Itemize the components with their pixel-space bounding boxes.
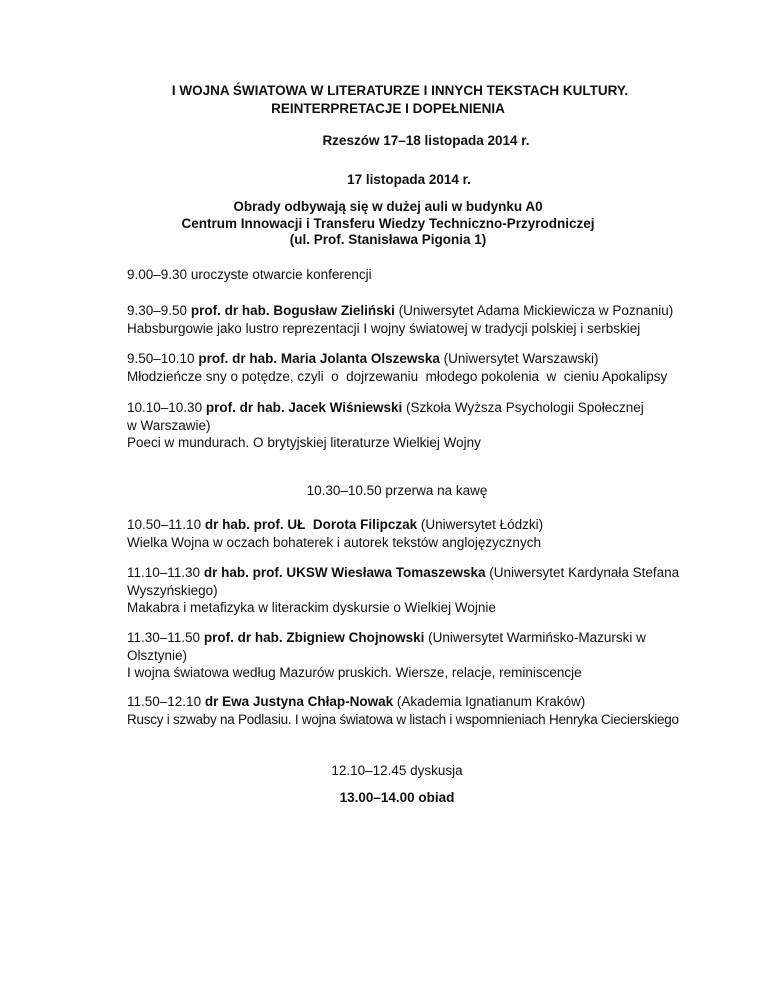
entry-talk-title: I wojna światowa według Mazurów pruskich. Wiersze, relacje, reminiscencje — [127, 665, 582, 680]
entry-header-line — [127, 516, 687, 534]
program-entry — [127, 629, 687, 682]
entry-header-line — [127, 350, 687, 368]
entry-talk-title: Ruscy i szwaby na Podlasiu. I wojna światowa w listach i wspomnieniach Henryka Ciecierskiego — [127, 711, 679, 727]
program-entry — [127, 564, 687, 617]
venue-info — [4, 199, 768, 249]
entry-time: 9.00–9.30 — [127, 267, 188, 282]
entry-affiliation: (Akademia Ignatianum Kraków) — [393, 694, 586, 709]
program-entry — [127, 350, 687, 385]
discussion: 12.10–12.45 dyskusja — [331, 763, 463, 778]
coffee-break: 10.30–10.50 przerwa na kawę — [306, 483, 488, 498]
venue-line-1: Obrady odbywają się w dużej auli w budynku A0 — [233, 199, 543, 214]
entry-affiliation-cont: Olsztynie) — [127, 647, 188, 663]
program-entry-opening — [127, 266, 687, 284]
entry-talk-title: Młodzieńcze sny o potędze, czyli o dojrzewaniu młodego pokolenia w cieniu Apokalipsy — [127, 368, 668, 384]
program-entry — [127, 302, 687, 337]
program-entry — [127, 693, 687, 728]
entry-affiliation: (Uniwersytet Kardynała Stefana — [485, 565, 680, 580]
title-line-2: REINTERPRETACJE I DOPEŁNIENIA — [271, 101, 505, 116]
lunch: 13.00–14.00 obiad — [339, 790, 455, 805]
entry-header-line — [127, 564, 687, 582]
entry-affiliation: (Uniwersytet Warmińsko-Mazurski w — [424, 630, 646, 645]
entry-speaker: dr hab. prof. UŁ Dorota Filipczak — [204, 517, 418, 532]
entry-header-line — [127, 629, 687, 647]
entry-talk-title: Habsburgowie jako lustro reprezentacji I wojny światowej w tradycji polskiej i serbskiej — [127, 320, 641, 336]
program-entry — [127, 516, 687, 551]
entry-time: 11.50–12.10 — [127, 694, 202, 709]
entry-speaker: prof. dr hab. Zbigniew Chojnowski — [203, 630, 425, 645]
entry-header-line — [127, 399, 687, 417]
program-entry — [127, 399, 687, 452]
entry-speaker: prof. dr hab. Bogusław Zieliński — [190, 303, 395, 318]
entry-affiliation: (Uniwersytet Adama Mickiewicza w Poznaniu) — [394, 303, 674, 318]
entry-affiliation: (Uniwersytet Warszawski) — [439, 351, 599, 366]
entry-line — [127, 266, 687, 284]
entry-time: 11.30–11.50 — [127, 630, 201, 645]
entry-header-line — [127, 693, 687, 711]
entry-affiliation-cont: w Warszawie) — [127, 417, 211, 433]
entry-time: 9.30–9.50 — [127, 303, 188, 318]
entry-time: 9.50–10.10 — [127, 351, 195, 366]
entry-text: uroczyste otwarcie konferencji — [187, 267, 372, 282]
entry-header-line — [127, 302, 687, 320]
document-title — [0, 82, 768, 118]
entry-speaker: prof. dr hab. Jacek Wiśniewski — [205, 400, 403, 415]
entry-time: 11.10–11.30 — [127, 565, 201, 580]
entry-time: 10.50–11.10 — [127, 517, 202, 532]
title-line-1: I WOJNA ŚWIATOWA W LITERATURZE I INNYCH TEKSTACH KULTURY. — [171, 83, 629, 98]
entry-affiliation-cont: Wyszyńskiego) — [127, 582, 218, 598]
day-heading: 17 listopada 2014 r. — [347, 172, 471, 187]
entry-time: 10.10–10.30 — [127, 400, 203, 415]
entry-talk-title: Poeci w mundurach. O brytyjskiej literaturze Wielkiej Wojny — [127, 435, 481, 450]
entry-talk-title: Wielka Wojna w oczach bohaterek i autorek tekstów anglojęzycznych — [127, 534, 541, 550]
entry-affiliation: (Uniwersytet Łódzki) — [417, 517, 544, 532]
entry-speaker: prof. dr hab. Maria Jolanta Olszewska — [198, 351, 440, 366]
entry-speaker: dr hab. prof. UKSW Wiesława Tomaszewska — [203, 565, 486, 580]
entry-affiliation: (Szkoła Wyższa Psychologii Społecznej — [402, 400, 644, 415]
venue-line-2: Centrum Innowacji i Transferu Wiedzy Techniczno-Przyrodniczej — [181, 215, 595, 231]
venue-line-3: (ul. Prof. Stanisława Pigonia 1) — [289, 232, 487, 247]
entry-talk-title: Makabra i metafizyka w literackim dyskursie o Wielkiej Wojnie — [127, 600, 496, 615]
entry-speaker: dr Ewa Justyna Chłap-Nowak — [204, 694, 394, 709]
place-date: Rzeszów 17–18 listopada 2014 r. — [322, 133, 530, 148]
